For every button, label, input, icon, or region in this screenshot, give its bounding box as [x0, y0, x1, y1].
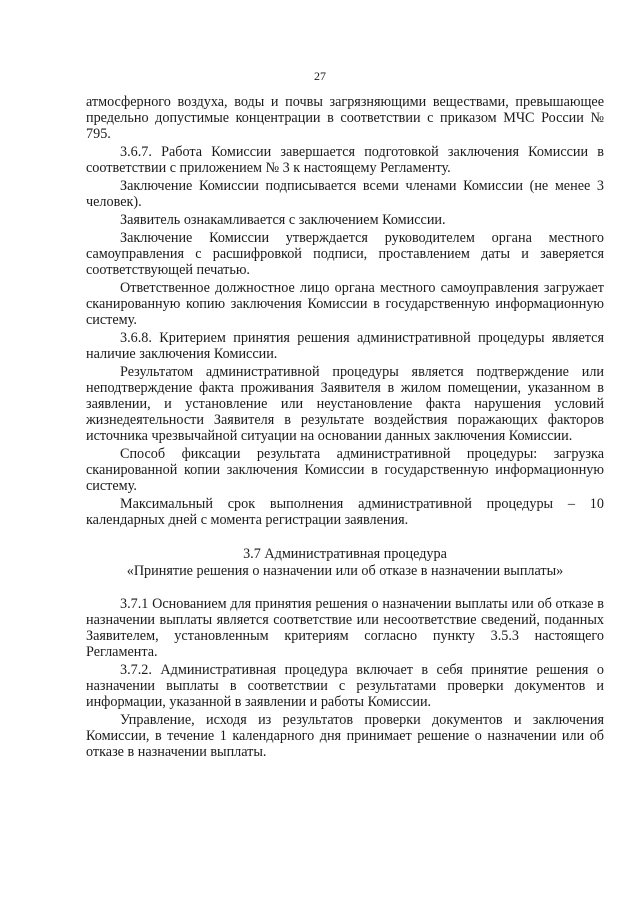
paragraph-3-7-2: 3.7.2. Административная процедура включает в себя принятие решения о назначении выплаты в соответствии с результатами проверки документов и информации, указанной в заявлении и работы Комиссии. — [86, 662, 604, 710]
paragraph-3-6-7: 3.6.7. Работа Комиссии завершается подготовкой заключения Комиссии в соответствии с приложением № 3 к настоящему Регламенту. — [86, 144, 604, 176]
paragraph-decision: Управление, исходя из результатов проверки документов и заключения Комиссии, в течение 1 календарного дня принимает решение о назначении или об отказе в назначении выплаты. — [86, 712, 604, 760]
paragraph-signature: Заключение Комиссии подписывается всеми членами Комиссии (не менее 3 человек). — [86, 178, 604, 210]
section-heading-3-7 — [86, 546, 604, 580]
paragraph-upload: Ответственное должностное лицо органа местного самоуправления загружает сканированную копию заключения Комиссии в государственную информационную систему. — [86, 280, 604, 328]
paragraph-acquaintance: Заявитель ознакамливается с заключением Комиссии. — [120, 212, 446, 228]
paragraph-deadline: Максимальный срок выполнения административной процедуры – 10 календарных дней с момента регистрации заявления. — [86, 496, 604, 528]
page-number: 27 — [314, 69, 326, 83]
paragraph-approval: Заключение Комиссии утверждается руководителем органа местного самоуправления с расшифровкой подписи, проставлением даты и заверяется соответствующей печатью. — [86, 230, 604, 278]
section-heading-line2: «Принятие решения о назначении или об отказе в назначении выплаты» — [126, 563, 564, 579]
paragraph-3-7-1: 3.7.1 Основанием для принятия решения о назначении выплаты или об отказе в назначении выплаты является соответствие или несоответствие сведений, поданных Заявителем, установленным критериям согласно пункту 3.5.3 настоящего Регламента. — [86, 596, 604, 660]
paragraph-3-6-8: 3.6.8. Критерием принятия решения административной процедуры является наличие заключения Комиссии. — [86, 330, 604, 362]
document-body — [86, 94, 604, 760]
paragraph-continuation: атмосферного воздуха, воды и почвы загрязняющими веществами, превышающее предельно допустимые концентрации в соответствии с приказом МЧС России № 795. — [86, 94, 604, 142]
paragraph-result: Результатом административной процедуры является подтверждение или неподтверждение факта проживания Заявителя в жилом помещении, указанном в заявлении, и установление или неустановление факта нарушения условий жизнедеятельности Заявителя в результате воздействия поражающих факторов источника чрезвычайной ситуации на основании данных заключения Комиссии. — [86, 364, 604, 444]
paragraph-fixation: Способ фиксации результата административной процедуры: загрузка сканированной копии заключения Комиссии в государственную информационную систему. — [86, 446, 604, 494]
section-heading-line1: 3.7 Административная процедура — [243, 546, 447, 562]
